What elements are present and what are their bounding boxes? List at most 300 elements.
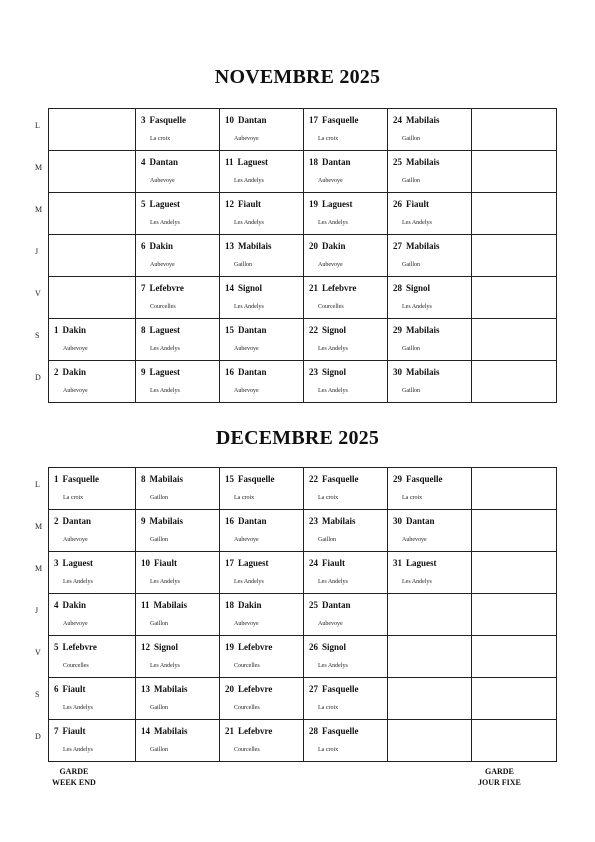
day-number: 22 xyxy=(309,325,318,335)
calendar-cell xyxy=(304,552,388,594)
city-name: Les Andelys xyxy=(150,220,180,226)
city-name: Aubevoye xyxy=(318,178,343,184)
duty-entry xyxy=(393,367,440,377)
doctor-name: Dakin xyxy=(62,325,87,335)
doctor-name: Mabilais xyxy=(322,516,356,526)
duty-entry xyxy=(393,283,430,293)
calendar-cell xyxy=(472,636,557,678)
day-number: 19 xyxy=(225,642,234,652)
calendar-cell xyxy=(136,468,220,510)
duty-entry xyxy=(141,115,186,125)
footer-weekend-line1: GARDE xyxy=(59,767,89,776)
day-number: 2 xyxy=(54,367,59,377)
duty-entry xyxy=(54,558,93,568)
calendar-cell xyxy=(220,636,304,678)
city-name: Courcelles xyxy=(63,663,89,669)
city-name: Gaillon xyxy=(402,388,420,394)
day-number: 25 xyxy=(309,600,318,610)
calendar-row xyxy=(49,720,557,762)
day-number: 2 xyxy=(54,516,59,526)
city-name: Aubevoye xyxy=(63,388,88,394)
city-name: Gaillon xyxy=(402,346,420,352)
duty-entry xyxy=(225,642,272,652)
city-name: Gaillon xyxy=(150,705,168,711)
doctor-name: Mabilais xyxy=(154,684,188,694)
weekday-label: L xyxy=(35,121,40,130)
day-number: 16 xyxy=(225,367,234,377)
duty-entry xyxy=(225,474,275,484)
weekday-label: M xyxy=(35,163,43,172)
day-number: 20 xyxy=(309,241,318,251)
doctor-name: Dantan xyxy=(238,516,267,526)
doctor-name: Fiault xyxy=(406,199,430,209)
day-number: 11 xyxy=(225,157,234,167)
calendar-cell xyxy=(472,193,557,235)
duty-entry xyxy=(225,367,267,377)
calendar-cell xyxy=(220,151,304,193)
duty-entry xyxy=(309,241,346,251)
day-number: 27 xyxy=(393,241,402,251)
doctor-name: Mabilais xyxy=(406,325,440,335)
doctor-name: Laguest xyxy=(238,558,269,568)
doctor-name: Dantan xyxy=(322,600,351,610)
day-number: 11 xyxy=(141,600,150,610)
weekday-label: J xyxy=(35,606,39,615)
calendar-cell xyxy=(49,510,136,552)
calendar-cell xyxy=(304,235,388,277)
city-name: Gaillon xyxy=(150,621,168,627)
calendar-cell xyxy=(49,151,136,193)
day-number: 26 xyxy=(393,199,402,209)
day-number: 5 xyxy=(54,642,59,652)
city-name: La croix xyxy=(318,747,339,753)
calendar-cell xyxy=(136,109,220,151)
city-name: Aubevoye xyxy=(63,346,88,352)
duty-entry xyxy=(141,726,188,736)
day-number: 5 xyxy=(141,199,146,209)
doctor-name: Mabilais xyxy=(406,367,440,377)
calendar-cell xyxy=(388,151,472,193)
calendar-cell xyxy=(388,468,472,510)
day-number: 9 xyxy=(141,367,146,377)
day-number: 6 xyxy=(141,241,146,251)
duty-entry xyxy=(225,516,267,526)
city-name: Gaillon xyxy=(402,262,420,268)
duty-entry xyxy=(54,516,91,526)
calendar-cell xyxy=(472,235,557,277)
day-number: 26 xyxy=(309,642,318,652)
doctor-name: Lefebvre xyxy=(322,283,357,293)
city-name: Les Andelys xyxy=(318,220,348,226)
weekday-label: J xyxy=(35,247,39,256)
city-name: Aubevoye xyxy=(63,621,88,627)
day-number: 13 xyxy=(141,684,150,694)
day-number: 12 xyxy=(141,642,150,652)
doctor-name: Dantan xyxy=(238,367,267,377)
day-number: 10 xyxy=(225,115,234,125)
calendar-row xyxy=(49,277,557,319)
duty-entry xyxy=(54,474,99,484)
calendar-cell xyxy=(304,678,388,720)
calendar-cell xyxy=(388,109,472,151)
day-number: 15 xyxy=(225,474,234,484)
doctor-name: Dakin xyxy=(238,600,262,610)
doctor-name: Dantan xyxy=(149,157,179,167)
city-name: Les Andelys xyxy=(318,579,348,585)
duty-entry xyxy=(225,157,268,167)
day-number: 7 xyxy=(141,283,146,293)
city-name: Gaillon xyxy=(150,537,168,543)
day-number: 7 xyxy=(54,726,59,736)
calendar-cell xyxy=(49,109,136,151)
city-name: Les Andelys xyxy=(150,579,180,585)
day-number: 1 xyxy=(54,325,59,335)
doctor-name: Mabilais xyxy=(153,600,188,610)
calendar-row xyxy=(49,594,557,636)
calendar-cell xyxy=(220,193,304,235)
day-number: 3 xyxy=(54,558,59,568)
calendar-cell xyxy=(220,109,304,151)
day-number: 25 xyxy=(393,157,402,167)
doctor-name: Fasquelle xyxy=(322,115,359,125)
doctor-name: Signol xyxy=(238,283,263,293)
calendar-cell xyxy=(49,277,136,319)
day-number: 14 xyxy=(141,726,150,736)
city-name: Gaillon xyxy=(318,537,336,543)
calendar-cell xyxy=(304,277,388,319)
city-name: Gaillon xyxy=(150,747,168,753)
calendar-row xyxy=(49,468,557,510)
day-number: 22 xyxy=(309,474,318,484)
doctor-name: Laguest xyxy=(149,199,181,209)
duty-entry xyxy=(225,199,261,209)
weekday-label: M xyxy=(35,205,43,214)
calendar-cell xyxy=(220,720,304,762)
city-name: Aubevoye xyxy=(150,262,175,268)
calendar-cell xyxy=(304,319,388,361)
duty-entry xyxy=(225,325,267,335)
calendar-cell xyxy=(49,361,136,403)
calendar-cell xyxy=(49,594,136,636)
doctor-name: Lefebvre xyxy=(149,283,184,293)
duty-entry xyxy=(393,516,435,526)
duty-entry xyxy=(225,726,272,736)
footer-weekend-line2: WEEK END xyxy=(52,778,96,787)
city-name: Les Andelys xyxy=(318,663,348,669)
city-name: Les Andelys xyxy=(318,346,348,352)
calendar-cell xyxy=(49,678,136,720)
weekday-label: S xyxy=(35,331,40,340)
day-number: 23 xyxy=(309,367,318,377)
weekday-label: S xyxy=(35,690,40,699)
duty-entry xyxy=(309,474,359,484)
duty-entry xyxy=(309,558,345,568)
day-number: 27 xyxy=(309,684,318,694)
doctor-name: Mabilais xyxy=(149,516,184,526)
city-name: La croix xyxy=(318,495,339,501)
city-name: Aubevoye xyxy=(234,388,259,394)
calendar-cell xyxy=(136,636,220,678)
doctor-name: Signol xyxy=(322,642,347,652)
duty-entry xyxy=(309,325,346,335)
day-number: 21 xyxy=(309,283,318,293)
duty-entry xyxy=(309,157,351,167)
duty-entry xyxy=(141,157,178,167)
duty-entry xyxy=(393,558,437,568)
day-number: 30 xyxy=(393,516,402,526)
calendar-cell xyxy=(49,636,136,678)
doctor-name: Lefebvre xyxy=(238,642,273,652)
calendar-row xyxy=(49,552,557,594)
doctor-name: Laguest xyxy=(322,199,353,209)
day-number: 21 xyxy=(225,726,234,736)
calendar-row xyxy=(49,510,557,552)
city-name: Aubevoye xyxy=(318,621,343,627)
doctor-name: Lefebvre xyxy=(62,642,97,652)
city-name: Courcelles xyxy=(234,705,260,711)
city-name: Courcelles xyxy=(234,663,260,669)
duty-entry xyxy=(393,241,440,251)
city-name: Aubevoye xyxy=(150,178,175,184)
city-name: Gaillon xyxy=(150,495,168,501)
doctor-name: Signol xyxy=(322,367,347,377)
doctor-name: Fasquelle xyxy=(62,474,100,484)
calendar-row xyxy=(49,235,557,277)
calendar-row xyxy=(49,319,557,361)
city-name: Les Andelys xyxy=(150,388,180,394)
calendar-cell xyxy=(220,468,304,510)
city-name: Les Andelys xyxy=(234,579,264,585)
weekday-label: D xyxy=(35,732,41,741)
duty-entry xyxy=(54,642,97,652)
city-name: Les Andelys xyxy=(402,304,432,310)
duty-entry xyxy=(225,600,262,610)
doctor-name: Laguest xyxy=(149,325,181,335)
doctor-name: Lefebvre xyxy=(238,684,273,694)
calendar-cell xyxy=(388,361,472,403)
weekday-label: M xyxy=(35,522,43,531)
duty-entry xyxy=(141,325,180,335)
calendar-row xyxy=(49,193,557,235)
city-name: La croix xyxy=(234,495,255,501)
duty-entry xyxy=(393,199,429,209)
day-number: 13 xyxy=(225,241,234,251)
duty-entry xyxy=(54,726,86,736)
day-number: 3 xyxy=(141,115,146,125)
calendar-cell xyxy=(388,594,472,636)
city-name: Les Andelys xyxy=(63,579,93,585)
calendar-cell xyxy=(220,277,304,319)
day-number: 14 xyxy=(225,283,234,293)
footer-fixed-day-line1: GARDE xyxy=(485,767,514,776)
calendar-cell xyxy=(388,720,472,762)
city-name: Les Andelys xyxy=(234,220,264,226)
day-number: 10 xyxy=(141,558,150,568)
doctor-name: Fasquelle xyxy=(406,474,443,484)
duty-entry xyxy=(54,367,86,377)
city-name: Aubevoye xyxy=(234,537,259,543)
city-name: La croix xyxy=(318,705,339,711)
duty-entry xyxy=(225,115,267,125)
city-name: Les Andelys xyxy=(234,178,264,184)
calendar-cell xyxy=(136,277,220,319)
day-number: 4 xyxy=(141,157,146,167)
doctor-name: Dantan xyxy=(406,516,435,526)
calendar-cell xyxy=(388,277,472,319)
day-number: 6 xyxy=(54,684,59,694)
day-number: 9 xyxy=(141,516,146,526)
calendar-cell xyxy=(136,151,220,193)
calendar-cell xyxy=(472,678,557,720)
weekday-label: L xyxy=(35,480,40,489)
doctor-name: Dakin xyxy=(149,241,174,251)
calendar-cell xyxy=(472,720,557,762)
weekday-label: D xyxy=(35,373,41,382)
duty-entry xyxy=(141,600,187,610)
calendar-cell xyxy=(388,193,472,235)
day-number: 16 xyxy=(225,516,234,526)
duty-entry xyxy=(309,283,356,293)
calendar-cell xyxy=(136,552,220,594)
calendar-cell xyxy=(472,552,557,594)
calendar-cell xyxy=(220,594,304,636)
doctor-name: Dantan xyxy=(62,516,92,526)
city-name: Les Andelys xyxy=(402,220,432,226)
calendar-cell xyxy=(472,109,557,151)
doctor-name: Fasquelle xyxy=(238,474,275,484)
duty-entry xyxy=(225,241,272,251)
duty-entry xyxy=(54,600,86,610)
calendar-cell xyxy=(220,510,304,552)
duty-entry xyxy=(309,115,359,125)
calendar-cell xyxy=(49,193,136,235)
city-name: Gaillon xyxy=(402,136,420,142)
duty-entry xyxy=(225,558,269,568)
day-number: 31 xyxy=(393,558,402,568)
calendar-cell xyxy=(304,594,388,636)
doctor-name: Dakin xyxy=(62,367,87,377)
calendar-cell xyxy=(304,151,388,193)
day-number: 18 xyxy=(225,600,234,610)
doctor-name: Laguest xyxy=(149,367,181,377)
day-number: 23 xyxy=(309,516,318,526)
duty-entry xyxy=(393,157,440,167)
city-name: La croix xyxy=(63,495,84,501)
doctor-name: Laguest xyxy=(406,558,437,568)
calendar-cell xyxy=(304,720,388,762)
calendar-cell xyxy=(220,361,304,403)
duty-entry xyxy=(309,684,359,694)
duty-entry xyxy=(141,241,173,251)
calendar-row xyxy=(49,151,557,193)
city-name: Aubevoye xyxy=(234,136,259,142)
duty-entry xyxy=(141,367,180,377)
city-name: Courcelles xyxy=(318,304,344,310)
day-number: 18 xyxy=(309,157,318,167)
doctor-name: Fasquelle xyxy=(322,474,359,484)
day-number: 28 xyxy=(309,726,318,736)
doctor-name: Fasquelle xyxy=(322,726,359,736)
calendar-cell xyxy=(304,361,388,403)
city-name: Aubevoye xyxy=(234,346,259,352)
duty-entry xyxy=(393,115,440,125)
calendar-november xyxy=(48,108,557,403)
calendar-cell xyxy=(49,319,136,361)
doctor-name: Dantan xyxy=(238,115,267,125)
calendar-cell xyxy=(388,319,472,361)
city-name: Les Andelys xyxy=(63,747,93,753)
day-number: 29 xyxy=(393,474,402,484)
doctor-name: Dakin xyxy=(322,241,346,251)
day-number: 12 xyxy=(225,199,234,209)
calendar-cell xyxy=(220,552,304,594)
calendar-cell xyxy=(136,720,220,762)
day-number: 28 xyxy=(393,283,402,293)
day-number: 19 xyxy=(309,199,318,209)
doctor-name: Mabilais xyxy=(238,241,272,251)
calendar-cell xyxy=(304,468,388,510)
calendar-cell xyxy=(49,552,136,594)
calendar-cell xyxy=(136,193,220,235)
footer-fixed-day-label xyxy=(478,766,521,788)
day-number: 8 xyxy=(141,474,146,484)
duty-entry xyxy=(141,199,180,209)
duty-entry xyxy=(225,684,272,694)
doctor-name: Signol xyxy=(322,325,347,335)
doctor-name: Fasquelle xyxy=(322,684,359,694)
calendar-cell xyxy=(388,678,472,720)
doctor-name: Mabilais xyxy=(406,115,440,125)
city-name: Gaillon xyxy=(234,262,252,268)
doctor-name: Fiault xyxy=(62,726,86,736)
footer-fixed-day-line2: JOUR FIXE xyxy=(478,778,521,787)
calendar-cell xyxy=(388,552,472,594)
calendar-cell xyxy=(220,319,304,361)
calendar-cell xyxy=(388,636,472,678)
city-name: Aubevoye xyxy=(318,262,343,268)
weekday-label: V xyxy=(35,648,41,657)
doctor-name: Signol xyxy=(154,642,179,652)
duty-entry xyxy=(309,726,359,736)
doctor-name: Mabilais xyxy=(406,157,440,167)
doctor-name: Fiault xyxy=(154,558,178,568)
month-title-november: NOVEMBRE 2025 xyxy=(214,66,381,88)
day-number: 17 xyxy=(225,558,234,568)
calendar-row xyxy=(49,636,557,678)
calendar-cell xyxy=(304,109,388,151)
day-number: 17 xyxy=(309,115,318,125)
calendar-cell xyxy=(220,235,304,277)
doctor-name: Laguest xyxy=(62,558,94,568)
city-name: Courcelles xyxy=(234,747,260,753)
duty-entry xyxy=(54,684,86,694)
calendar-cell xyxy=(472,319,557,361)
doctor-name: Mabilais xyxy=(154,726,188,736)
calendar-cell xyxy=(304,510,388,552)
duty-entry xyxy=(225,283,262,293)
doctor-name: Fiault xyxy=(62,684,86,694)
calendar-cell xyxy=(472,361,557,403)
calendar-cell xyxy=(49,720,136,762)
duty-entry xyxy=(309,199,353,209)
doctor-name: Dantan xyxy=(238,325,267,335)
day-number: 24 xyxy=(309,558,318,568)
calendar-cell xyxy=(136,319,220,361)
day-number: 20 xyxy=(225,684,234,694)
duty-entry xyxy=(393,325,440,335)
calendar-cell xyxy=(49,235,136,277)
calendar-cell xyxy=(136,361,220,403)
